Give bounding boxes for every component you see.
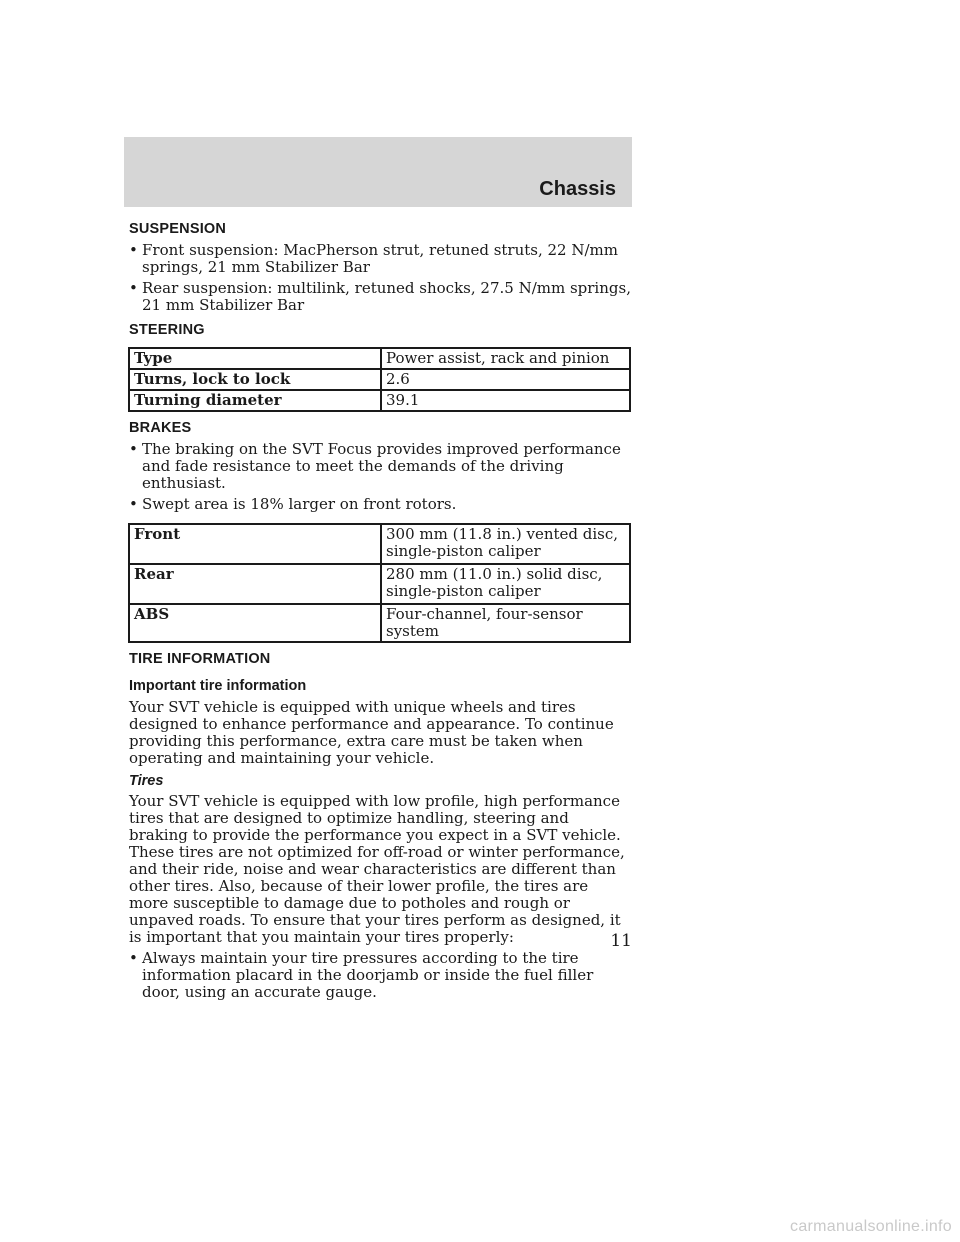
tire-heading: TIRE INFORMATION <box>129 651 271 667</box>
brakes-list <box>129 441 632 513</box>
table-cell-label: Type <box>129 348 381 369</box>
table-cell-label: Rear <box>129 564 381 604</box>
steering-table <box>128 347 631 412</box>
table-cell-label: ABS <box>129 604 381 642</box>
list-item: • The braking on the SVT Focus provides improved performance and fade resistance to meet the demands of the driving enthusiast. <box>129 441 632 492</box>
brakes-table <box>128 523 631 643</box>
table-cell-value: 39.1 <box>381 390 630 411</box>
tires-heading: Tires <box>129 773 164 789</box>
table-row <box>129 564 630 604</box>
tire-subheading: Important tire information <box>129 678 307 694</box>
suspension-list <box>129 242 632 314</box>
table-row <box>129 369 630 390</box>
list-item: • Front suspension: MacPherson strut, retuned struts, 22 N/mm springs, 21 mm Stabilizer Bar <box>129 242 632 276</box>
section-title: Chassis <box>539 178 616 200</box>
table-cell-value: 280 mm (11.0 in.) solid disc, single-piston caliper <box>381 564 630 604</box>
table-cell-label: Front <box>129 524 381 564</box>
table-row <box>129 390 630 411</box>
tires-body: Your SVT vehicle is equipped with low profile, high performance tires that are designed to optimize handling, steering and braking to provide the performance you expect in a SVT vehicle. These tires are not optimized for off-road or winter performance, and their ride, noise and wear characteristics are different than other tires. Also, because of their lower profile, the tires are more susceptible to damage due to potholes and rough or unpaved roads. To ensure that your tires perform as designed, it is important that you maintain your tires properly: <box>129 792 625 946</box>
table-cell-label: Turning diameter <box>129 390 381 411</box>
table-cell-label: Turns, lock to lock <box>129 369 381 390</box>
brakes-heading: BRAKES <box>129 420 192 436</box>
list-item: • Swept area is 18% larger on front rotors. <box>129 496 632 513</box>
table-cell-value: 300 mm (11.8 in.) vented disc, single-piston caliper <box>381 524 630 564</box>
tires-list <box>129 950 632 1001</box>
tire-section <box>129 651 632 1001</box>
steering-heading: STEERING <box>129 322 205 338</box>
steering-section <box>129 322 632 412</box>
brakes-section <box>129 420 632 643</box>
list-item: • Rear suspension: multilink, retuned shocks, 27.5 N/mm springs, 21 mm Stabilizer Bar <box>129 280 632 314</box>
suspension-heading: SUSPENSION <box>129 221 227 237</box>
watermark: carmanualsonline.info <box>790 1218 952 1235</box>
page-content <box>129 221 632 1007</box>
suspension-section <box>129 221 632 314</box>
tire-intro: Your SVT vehicle is equipped with unique wheels and tires designed to enhance performance and appearance. To continue providing this performance, extra care must be taken when operating and maintaining your vehicle. <box>129 698 614 767</box>
table-row <box>129 348 630 369</box>
list-item: • Always maintain your tire pressures according to the tire information placard in the doorjamb or inside the fuel filler door, using an accurate gauge. <box>129 950 632 1001</box>
table-cell-value: Power assist, rack and pinion <box>381 348 630 369</box>
table-cell-value: Four-channel, four-sensor system <box>381 604 630 642</box>
table-row <box>129 524 630 564</box>
table-row <box>129 604 630 642</box>
page-number: 11 <box>610 931 632 951</box>
header-band <box>124 137 632 207</box>
table-cell-value: 2.6 <box>381 369 630 390</box>
